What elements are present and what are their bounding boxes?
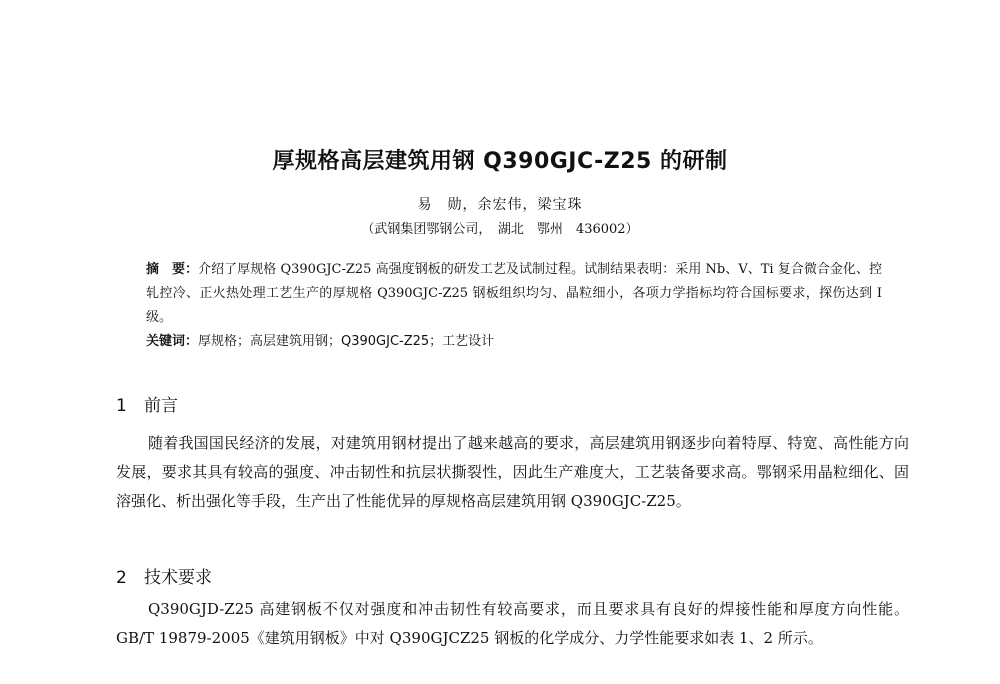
abstract-block [146, 258, 882, 330]
section-number: 2 [116, 568, 127, 588]
keywords-text: 厚规格；高层建筑用钢；Q390GJC-Z25；工艺设计 [198, 334, 495, 349]
section-title: 前言 [144, 396, 178, 416]
section-heading-technical-requirements [116, 563, 212, 588]
abstract-text: 介绍了厚规格 Q390GJC-Z25 高强度钢板的研发工艺及试制过程。试制结果表明：采用 Nb、V、Ti 复合微合金化、控轧控冷、正火热处理工艺生产的厚规格 Q390GJC-Z25 钢板组织均匀、晶粒细小，各项力学指标均符合国标要求，探伤达到 I 级。 [146, 262, 882, 325]
section-title: 技术要求 [144, 568, 212, 588]
keywords-block [146, 330, 882, 349]
section-paragraph-technical-requirements: Q390GJD-Z25 高建钢板不仅对强度和冲击韧性有较高要求，而且要求具有良好的焊接性能和厚度方向性能。GB/T 19879-2005《建筑用钢板》中对 Q390GJCZ25 钢板的化学成分、力学性能要求如表 1、2 所示。 [116, 600, 909, 647]
section-heading-introduction [116, 391, 178, 416]
paper-affiliation: （武钢集团鄂钢公司， 湖北 鄂州 436002） [361, 222, 639, 237]
abstract-label: 摘 要： [146, 262, 199, 277]
paper-title: 厚规格高层建筑用钢 Q390GJC-Z25 的研制 [272, 149, 728, 174]
keywords-label: 关键词： [146, 334, 199, 349]
paper-authors: 易 勋，余宏伟，梁宝珠 [417, 197, 583, 213]
section-paragraph-introduction: 随着我国国民经济的发展，对建筑用钢材提出了越来越高的要求，高层建筑用钢逐步向着特厚、特宽、高性能方向发展，要求其具有较高的强度、冲击韧性和抗层状撕裂性，因此生产难度大，工艺装备要求高。鄂钢采用晶粒细化、固溶强化、析出强化等手段，生产出了性能优异的厚规格高层建筑用钢 Q390GJC-Z25。 [116, 434, 909, 510]
section-number: 1 [116, 396, 127, 416]
